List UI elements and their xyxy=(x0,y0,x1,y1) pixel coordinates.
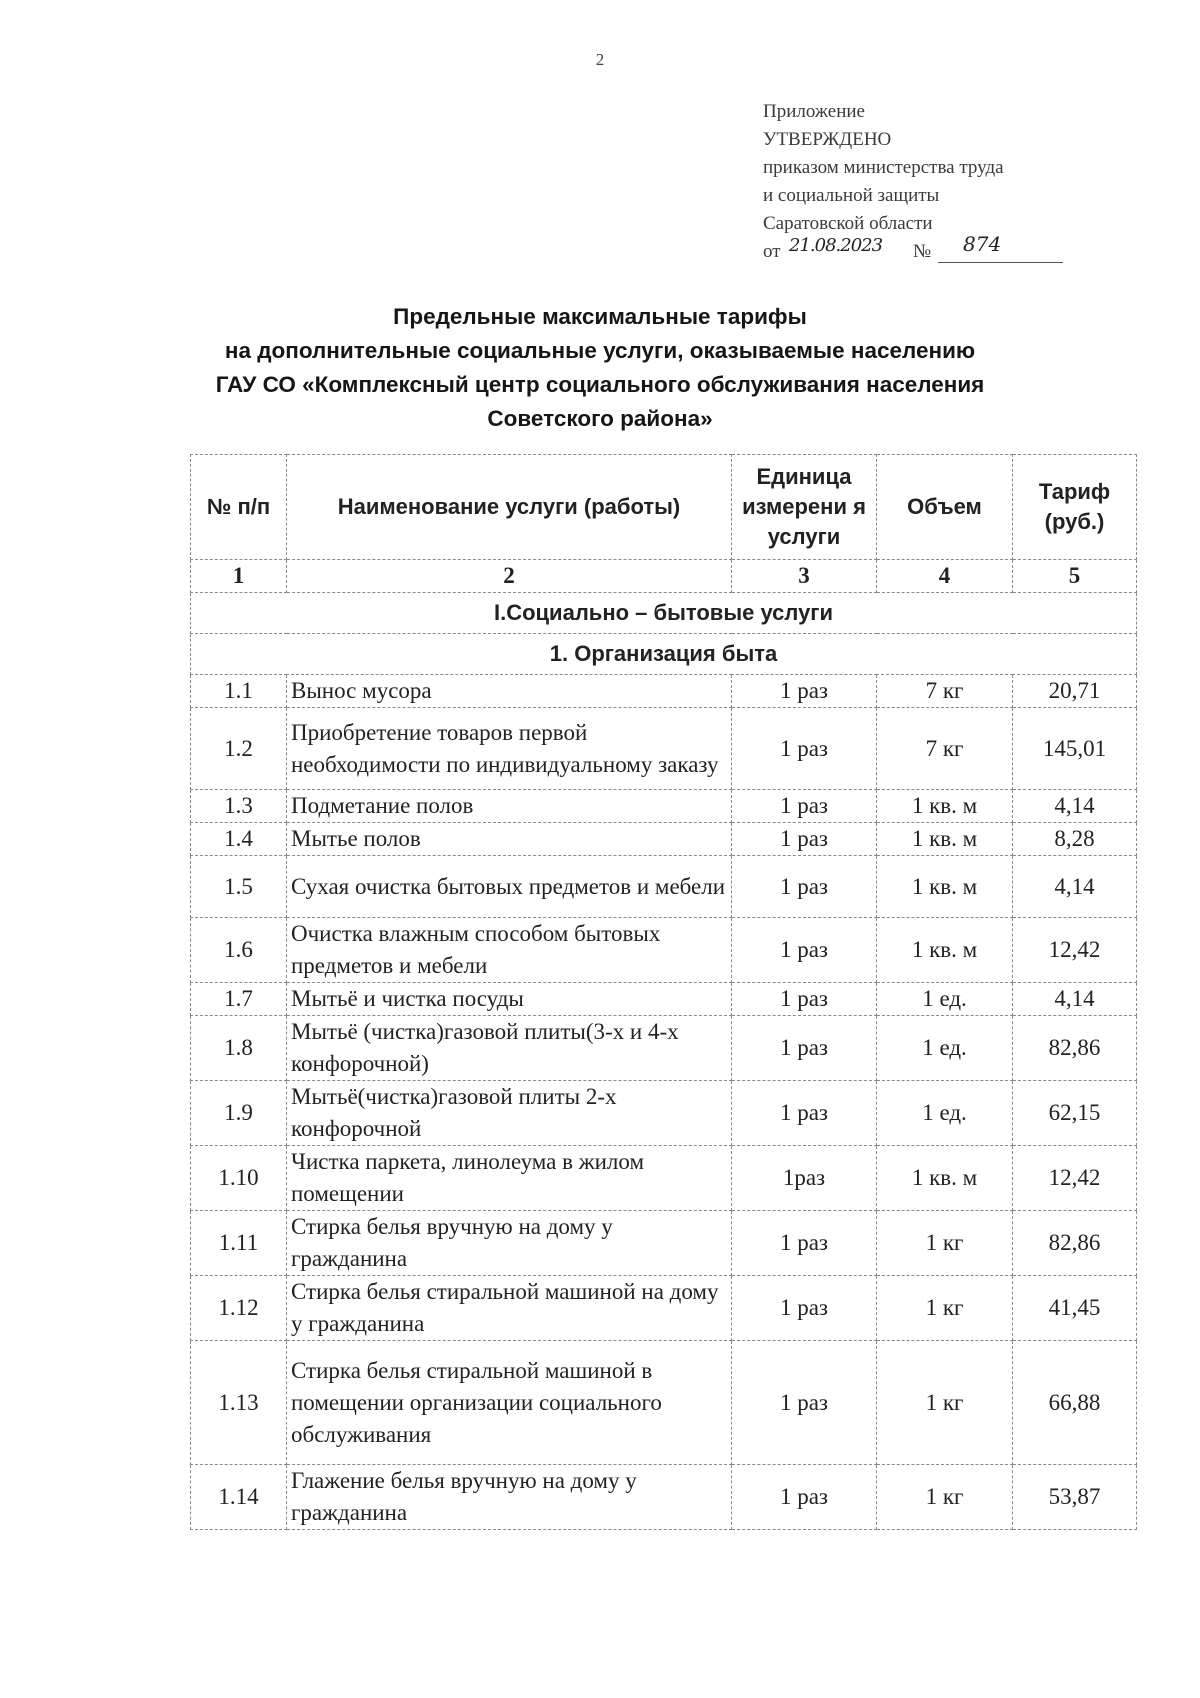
table-row xyxy=(191,1081,1137,1146)
title-line: на дополнительные социальные услуги, оказываемые населению xyxy=(224,338,976,363)
volume: 1 кв. м xyxy=(877,1146,1013,1211)
unit-of-measure: 1 раз xyxy=(732,983,877,1016)
service-name: Сухая очистка бытовых предметов и мебели xyxy=(287,856,732,918)
unit-of-measure: 1 раз xyxy=(732,856,877,918)
row-number: 1.5 xyxy=(191,856,287,918)
approval-block xyxy=(763,98,1063,266)
row-number: 1.1 xyxy=(191,675,287,708)
unit-of-measure: 1 раз xyxy=(732,1465,877,1530)
signature-line xyxy=(938,262,1063,263)
handwritten-date: 21.08.2023 xyxy=(789,235,883,256)
tariff-price: 82,86 xyxy=(1013,1016,1137,1081)
approval-line: и социальной защиты xyxy=(763,185,940,206)
title-line: ГАУ СО «Комплексный центр социального обслуживания населения xyxy=(215,372,985,397)
volume: 1 кв. м xyxy=(877,790,1013,823)
table-row xyxy=(191,1146,1137,1211)
service-name: Мытьё (чистка)газовой плиты(3-х и 4-х конфорочной) xyxy=(287,1016,732,1081)
unit-of-measure: 1 раз xyxy=(732,823,877,856)
tariff-price: 82,86 xyxy=(1013,1211,1137,1276)
tariff-price: 53,87 xyxy=(1013,1465,1137,1530)
volume: 1 ед. xyxy=(877,1016,1013,1081)
handwritten-number: 874 xyxy=(963,232,1002,256)
volume: 1 кг xyxy=(877,1276,1013,1341)
table-row xyxy=(191,708,1137,790)
table-row xyxy=(191,823,1137,856)
tariff-price: 8,28 xyxy=(1013,823,1137,856)
row-number: 1.3 xyxy=(191,790,287,823)
header-volume: Объем xyxy=(877,455,1013,560)
volume: 1 кв. м xyxy=(877,823,1013,856)
unit-of-measure: 1 раз xyxy=(732,675,877,708)
table-row xyxy=(191,918,1137,983)
service-name: Очистка влажным способом бытовых предметов и мебели xyxy=(287,918,732,983)
tariff-price: 66,88 xyxy=(1013,1341,1137,1465)
volume: 7 кг xyxy=(877,708,1013,790)
service-name: Стирка белья стиральной машиной в помещении организации социального обслуживания xyxy=(287,1341,732,1465)
tariff-price: 20,71 xyxy=(1013,675,1137,708)
volume: 1 ед. xyxy=(877,1081,1013,1146)
table-row xyxy=(191,1341,1137,1465)
volume: 1 кг xyxy=(877,1465,1013,1530)
subsection-row xyxy=(191,634,1137,675)
header-tariff: Тариф (руб.) xyxy=(1013,455,1137,560)
service-name: Мытьё(чистка)газовой плиты 2-х конфорочной xyxy=(287,1081,732,1146)
column-number: 5 xyxy=(1013,560,1137,593)
column-number: 2 xyxy=(287,560,732,593)
volume: 1 ед. xyxy=(877,983,1013,1016)
unit-of-measure: 1 раз xyxy=(732,1211,877,1276)
tariff-price: 12,42 xyxy=(1013,918,1137,983)
row-number: 1.9 xyxy=(191,1081,287,1146)
service-name: Мытье полов xyxy=(287,823,732,856)
tariff-price: 12,42 xyxy=(1013,1146,1137,1211)
approval-line: Саратовской области xyxy=(763,213,933,234)
row-number: 1.8 xyxy=(191,1016,287,1081)
table-header-row xyxy=(191,455,1137,560)
approval-line: Приложение xyxy=(763,101,865,122)
tariff-price: 41,45 xyxy=(1013,1276,1137,1341)
unit-of-measure: 1 раз xyxy=(732,918,877,983)
unit-of-measure: 1 раз xyxy=(732,1276,877,1341)
header-number: № п/п xyxy=(191,455,287,560)
approval-line: приказом министерства труда xyxy=(763,157,1004,178)
column-number: 1 xyxy=(191,560,287,593)
tariff-price: 4,14 xyxy=(1013,856,1137,918)
tariff-price: 145,01 xyxy=(1013,708,1137,790)
header-unit: Единица измерени я услуги xyxy=(732,455,877,560)
tariff-price: 62,15 xyxy=(1013,1081,1137,1146)
table-row xyxy=(191,1465,1137,1530)
row-number: 1.10 xyxy=(191,1146,287,1211)
row-number: 1.14 xyxy=(191,1465,287,1530)
unit-of-measure: 1 раз xyxy=(732,708,877,790)
table-row xyxy=(191,1276,1137,1341)
document-title xyxy=(150,300,1050,436)
service-name: Чистка паркета, линолеума в жилом помещении xyxy=(287,1146,732,1211)
tariff-price: 4,14 xyxy=(1013,983,1137,1016)
tariffs-table xyxy=(190,454,1137,1530)
column-number-row xyxy=(191,560,1137,593)
title-line: Советского района» xyxy=(487,406,713,431)
service-name: Стирка белья стиральной машиной на дому у гражданина xyxy=(287,1276,732,1341)
unit-of-measure: 1 раз xyxy=(732,1016,877,1081)
subsection-heading: 1. Организация быта xyxy=(191,634,1137,675)
volume: 1 кв. м xyxy=(877,856,1013,918)
column-number: 3 xyxy=(732,560,877,593)
volume: 1 кг xyxy=(877,1341,1013,1465)
unit-of-measure: 1 раз xyxy=(732,1341,877,1465)
table-row xyxy=(191,790,1137,823)
table-row xyxy=(191,1211,1137,1276)
service-name: Вынос мусора xyxy=(287,675,732,708)
row-number: 1.7 xyxy=(191,983,287,1016)
service-name: Приобретение товаров первой необходимости по индивидуальному заказу xyxy=(287,708,732,790)
table-row xyxy=(191,983,1137,1016)
volume: 7 кг xyxy=(877,675,1013,708)
row-number: 1.2 xyxy=(191,708,287,790)
table-row xyxy=(191,675,1137,708)
unit-of-measure: 1раз xyxy=(732,1146,877,1211)
service-name: Подметание полов xyxy=(287,790,732,823)
volume: 1 кг xyxy=(877,1211,1013,1276)
volume: 1 кв. м xyxy=(877,918,1013,983)
tariff-price: 4,14 xyxy=(1013,790,1137,823)
row-number: 1.4 xyxy=(191,823,287,856)
service-name: Стирка белья вручную на дому у гражданина xyxy=(287,1211,732,1276)
section-row xyxy=(191,593,1137,634)
table-row xyxy=(191,856,1137,918)
unit-of-measure: 1 раз xyxy=(732,790,877,823)
page-number: 2 xyxy=(595,50,605,69)
table-row xyxy=(191,1016,1137,1081)
order-date-number xyxy=(763,232,1063,266)
header-service-name: Наименование услуги (работы) xyxy=(287,455,732,560)
section-heading: I.Социально – бытовые услуги xyxy=(191,593,1137,634)
approval-line: УТВЕРЖДЕНО xyxy=(763,129,892,150)
from-label: от xyxy=(763,241,781,262)
row-number: 1.6 xyxy=(191,918,287,983)
service-name: Мытьё и чистка посуды xyxy=(287,983,732,1016)
service-name: Глажение белья вручную на дому у гражданина xyxy=(287,1465,732,1530)
unit-of-measure: 1 раз xyxy=(732,1081,877,1146)
column-number: 4 xyxy=(877,560,1013,593)
title-line: Предельные максимальные тарифы xyxy=(393,304,807,329)
row-number: 1.12 xyxy=(191,1276,287,1341)
row-number: 1.13 xyxy=(191,1341,287,1465)
row-number: 1.11 xyxy=(191,1211,287,1276)
number-label: № xyxy=(913,241,932,262)
